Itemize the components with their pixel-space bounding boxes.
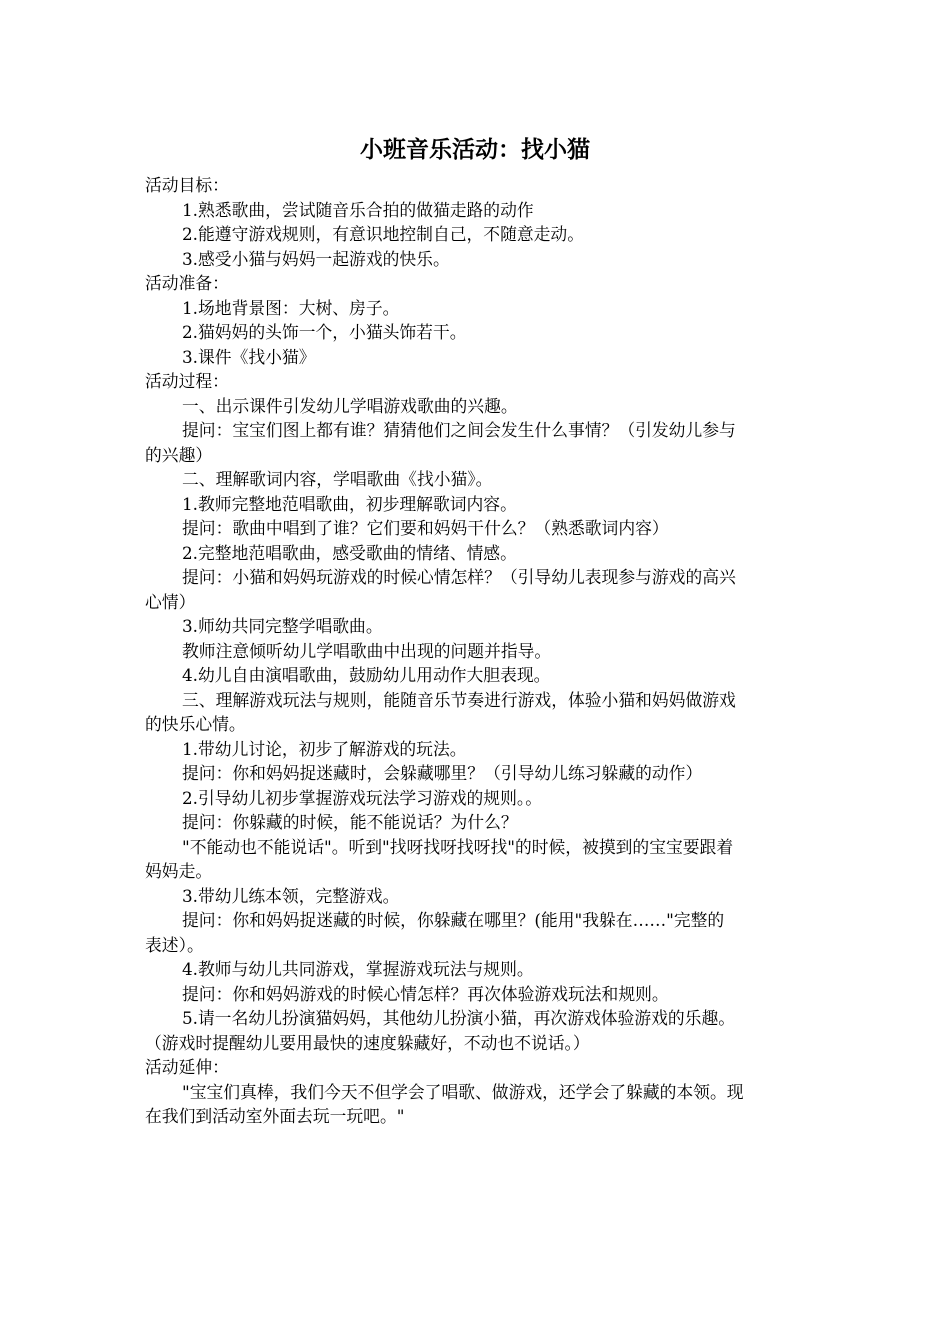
text-line: 表述）。 <box>145 934 204 955</box>
document-title: 小班音乐活动：找小猫 <box>360 137 590 163</box>
text-line: 1.带幼儿讨论，初步了解游戏的玩法。 <box>182 738 467 759</box>
text-line: 二、理解歌词内容，学唱歌曲《找小猫》。 <box>182 469 493 489</box>
text-line: 2.能遵守游戏规则，有意识地控制自己，不随意走动。 <box>182 224 584 244</box>
text-line: 在我们到活动室外面去玩一玩吧。" <box>145 1106 405 1126</box>
text-line: 2.完整地范唱歌曲，感受歌曲的情绪、情感。 <box>182 542 517 563</box>
text-line: 1.场地背景图：大树、房子。 <box>182 297 400 318</box>
text-line: 2.猫妈妈的头饰一个，小猫头饰若干。 <box>182 322 467 342</box>
text-line: 提问：你躲藏的时候，能不能说话？为什么？ <box>182 812 518 832</box>
text-line: 提问：你和妈妈捉迷藏时，会躲藏哪里？（引导幼儿练习躲藏的动作） <box>182 763 703 783</box>
text-line: 三、理解游戏玩法与规则，能随音乐节奏进行游戏，体验小猫和妈妈做游戏 <box>182 689 736 710</box>
text-line: 提问：歌曲中唱到了谁？它们要和妈妈干什么？（熟悉歌词内容） <box>182 518 669 538</box>
text-line: （游戏时提醒幼儿要用最快的速度躲藏好，不动也不说话。） <box>145 1032 590 1053</box>
text-line: 妈妈走。 <box>145 861 213 881</box>
text-line: "不能动也不能说话"。听到"找呀找呀找呀找"的时候，被摸到的宝宝要跟着 <box>182 836 734 857</box>
text-line: 教师注意倾听幼儿学唱歌曲中出现的问题并指导。 <box>182 640 552 661</box>
text-line: 1.熟悉歌曲，尝试随音乐合拍的做猫走路的动作 <box>182 199 534 220</box>
text-line: "宝宝们真棒，我们今天不但学会了唱歌、做游戏，还学会了躲藏的本领。现 <box>182 1081 744 1102</box>
text-line: 活动准备： <box>145 273 229 293</box>
text-line: 提问：宝宝们图上都有谁？猜猜他们之间会发生什么事情？（引发幼儿参与 <box>182 420 736 440</box>
text-line: 心情） <box>145 591 196 612</box>
text-line: 3.感受小猫与妈妈一起游戏的快乐。 <box>182 248 450 269</box>
text-line: 提问：小猫和妈妈玩游戏的时候心情怎样？（引导幼儿表现参与游戏的高兴 <box>182 567 736 587</box>
text-line: 5.请一名幼儿扮演猫妈妈，其他幼儿扮演小猫，再次游戏体验游戏的乐趣。 <box>182 1008 736 1028</box>
text-line: 2.引导幼儿初步掌握游戏玩法学习游戏的规则。。 <box>182 787 543 808</box>
text-line: 4.幼儿自由演唱歌曲，鼓励幼儿用动作大胆表现。 <box>182 665 551 685</box>
text-line: 4.教师与幼儿共同游戏，掌握游戏玩法与规则。 <box>182 959 534 979</box>
text-line: 3.课件《找小猫》 <box>182 346 316 367</box>
text-line: 的兴趣） <box>145 444 213 465</box>
text-line: 活动过程： <box>145 371 229 391</box>
text-line: 3.带幼儿练本领，完整游戏。 <box>182 885 400 906</box>
text-line: 1.教师完整地范唱歌曲，初步理解歌词内容。 <box>182 493 517 514</box>
document-body <box>145 173 810 1129</box>
text-line: 一、出示课件引发幼儿学唱游戏歌曲的兴趣。 <box>182 395 518 416</box>
text-line: 提问：你和妈妈捉迷藏的时候，你躲藏在哪里？(能用"我躲在……"完整的 <box>182 910 725 930</box>
text-line: 的快乐心情。 <box>145 714 246 734</box>
text-line: 3.师幼共同完整学唱歌曲。 <box>182 616 383 636</box>
text-line: 提问：你和妈妈游戏的时候心情怎样？再次体验游戏玩法和规则。 <box>182 983 669 1004</box>
text-line: 活动目标： <box>145 175 229 195</box>
text-line: 活动延伸： <box>145 1057 229 1077</box>
